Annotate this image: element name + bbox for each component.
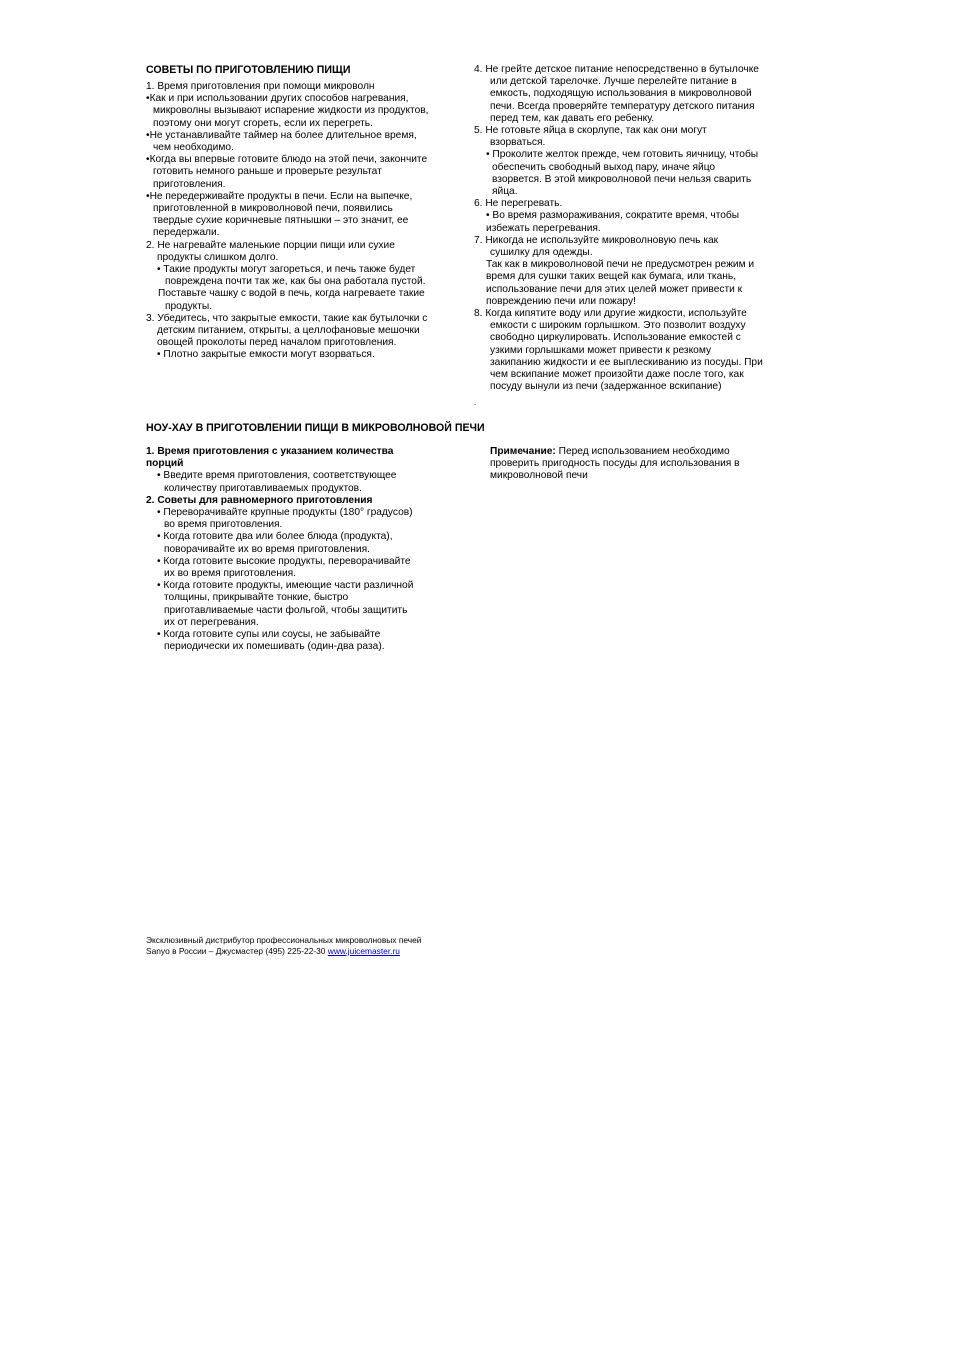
section1-left-column bbox=[146, 81, 429, 362]
text-line: •Как и при использовании других способов нагревания, bbox=[146, 93, 409, 105]
text-line: взорваться. bbox=[490, 137, 546, 149]
website-link[interactable]: www.juicemaster.ru bbox=[327, 946, 400, 956]
text-line: приготовления. bbox=[153, 178, 226, 190]
text-line: яйца. bbox=[492, 186, 518, 198]
text-line: повреждена почти так же, как бы она работала пустой. bbox=[165, 276, 426, 288]
footer bbox=[146, 935, 421, 957]
text-line: • Когда готовите продукты, имеющие части различной bbox=[157, 580, 414, 592]
text-line: микроволны вызывают испарение жидкости из продуктов, bbox=[153, 105, 429, 117]
text-line: • Когда готовите высокие продукты, переворачивайте bbox=[157, 555, 411, 567]
text-line: • Введите время приготовления, соответствующее bbox=[157, 470, 397, 482]
footer-line: Эксклюзивный дистрибутор профессиональных микроволновых печей bbox=[146, 935, 422, 945]
text-line: 2. Не нагревайте маленькие порции пищи или сухие bbox=[146, 239, 395, 251]
text-line: повреждению печи или пожару! bbox=[486, 295, 636, 307]
note-block bbox=[490, 446, 740, 483]
stray-dot: . bbox=[474, 398, 477, 407]
text-line: чем вскипание может произойти даже после того, как bbox=[490, 369, 744, 381]
text-line: закипанию жидкости и ее выплескиванию из посуды. При bbox=[490, 356, 763, 368]
text-line: поэтому они могут сгореть, если их перегреть. bbox=[153, 117, 373, 129]
text-line: 7. Никогда не используйте микроволновую печь как bbox=[474, 234, 719, 246]
text-line: 1. Время приготовления при помощи микроволн bbox=[146, 81, 375, 92]
text-line: приготовленной в микроволновой печи, появились bbox=[153, 203, 393, 215]
text-line: периодически их помешивать (один-два раза). bbox=[164, 641, 385, 653]
text-line: их во время приготовления. bbox=[164, 568, 296, 580]
note-first-line bbox=[490, 446, 740, 458]
text-line: избежать перегревания. bbox=[486, 222, 601, 234]
text-line: их от перегревания. bbox=[164, 616, 259, 628]
note-text: проверить пригодность посуды для использования в bbox=[490, 458, 740, 470]
text-line: чем необходимо. bbox=[153, 142, 234, 154]
section2-title: НОУ-ХАУ В ПРИГОТОВЛЕНИИ ПИЩИ В МИКРОВОЛНОВОЙ ПЕЧИ bbox=[146, 422, 485, 434]
text-line: готовить немного раньше и проверьте результат bbox=[153, 166, 382, 178]
subheading: 2. Советы для равномерного приготовления bbox=[146, 494, 373, 506]
text-line: детским питанием, открыты, а целлофановые мешочки bbox=[157, 325, 420, 337]
note-label: Примечание: bbox=[490, 446, 556, 457]
text-line: 4. Не грейте детское питание непосредственно в бутылочке bbox=[474, 64, 759, 75]
text-line: 5. Не готовьте яйца в скорлупе, так как они могут bbox=[474, 125, 707, 137]
text-line: 6. Не перегревать. bbox=[474, 198, 563, 210]
subheading: 1. Время приготовления с указанием количества bbox=[146, 446, 394, 457]
text-line: перед тем, как давать его ребенку. bbox=[490, 112, 655, 124]
text-line: • Проколите желток прежде, чем готовить яичницу, чтобы bbox=[486, 149, 759, 161]
text-line: емкости с широким горлышком. Это позволит воздуху bbox=[490, 320, 746, 332]
text-line: или детской тарелочке. Лучше перелейте питание в bbox=[490, 76, 737, 88]
section2-left-column bbox=[146, 446, 413, 653]
text-line: взорвется. В этой микроволновой печи нельзя сварить bbox=[492, 173, 752, 185]
text-line: продукты. bbox=[165, 300, 213, 312]
text-line: •Не передерживайте продукты в печи. Если на выпечке, bbox=[146, 190, 413, 202]
text-line: передержали. bbox=[153, 227, 220, 239]
footer-line bbox=[146, 946, 421, 957]
text-line: количеству приготавливаемых продуктов. bbox=[164, 482, 362, 494]
text-line: продукты слишком долго. bbox=[157, 251, 279, 263]
text-line: толщины, прикрывайте тонкие, быстро bbox=[164, 592, 349, 604]
text-line: • Во время размораживания, сократите время, чтобы bbox=[486, 210, 740, 222]
text-line: использование печи для этих целей может привести к bbox=[486, 283, 743, 295]
note-text: микроволновой печи bbox=[490, 470, 588, 482]
text-line: печи. Всегда проверяйте температуру детского питания bbox=[490, 100, 755, 112]
text-line: во время приготовления. bbox=[164, 519, 283, 531]
text-line: Так как в микроволновой печи не предусмотрен режим и bbox=[486, 259, 755, 271]
text-line: свободно циркулировать. Использование емкостей с bbox=[490, 332, 741, 344]
text-line: поворачивайте их во время приготовления. bbox=[164, 543, 370, 555]
note-text: Перед использованием необходимо bbox=[555, 446, 730, 457]
text-line: посуду вынули из печи (задержанное вскипание) bbox=[490, 381, 722, 393]
text-line: узкими горлышками может привести к резкому bbox=[490, 344, 712, 356]
section1-title: СОВЕТЫ ПО ПРИГОТОВЛЕНИЮ ПИЩИ bbox=[146, 64, 351, 76]
subheading: порций bbox=[146, 458, 184, 470]
text-line: сушилку для одежды. bbox=[490, 247, 593, 259]
text-line: • Плотно закрытые емкости могут взорваться. bbox=[157, 349, 375, 361]
text-line: • Когда готовите супы или соусы, не забывайте bbox=[157, 629, 381, 641]
text-line: •Когда вы впервые готовите блюдо на этой печи, закончите bbox=[146, 154, 428, 166]
text-line: • Когда готовите два или более блюда (продукта), bbox=[157, 531, 393, 543]
text-line: •Не устанавливайте таймер на более длительное время, bbox=[146, 129, 417, 141]
text-line: емкость, подходящую использования в микроволновой bbox=[490, 88, 752, 100]
text-line: • Переворачивайте крупные продукты (180° градусов) bbox=[157, 507, 413, 519]
text-line: 8. Когда кипятите воду или другие жидкости, используйте bbox=[474, 308, 747, 320]
text-line: • Такие продукты могут загореться, и печь также будет bbox=[157, 264, 416, 276]
text-line: Поставьте чашку с водой в печь, когда нагреваете такие bbox=[158, 288, 425, 300]
text-line: 3. Убедитесь, что закрытые емкости, такие как бутылочки с bbox=[146, 312, 428, 324]
text-line: твердые сухие коричневые пятнышки – это значит, ее bbox=[153, 215, 409, 227]
text-line: приготавливаемые части фольгой, чтобы защитить bbox=[164, 604, 408, 616]
section1-right-column bbox=[474, 64, 763, 393]
text-line: время для сушки таких вещей как бумага, или ткань, bbox=[486, 271, 737, 283]
text-line: овощей проколоты перед началом приготовления. bbox=[157, 337, 397, 349]
text-line: обеспечить свободный выход пару, иначе яйцо bbox=[492, 161, 716, 173]
footer-contact: Sanyo в России – Джусмастер (495) 225-22-30 bbox=[146, 946, 328, 956]
